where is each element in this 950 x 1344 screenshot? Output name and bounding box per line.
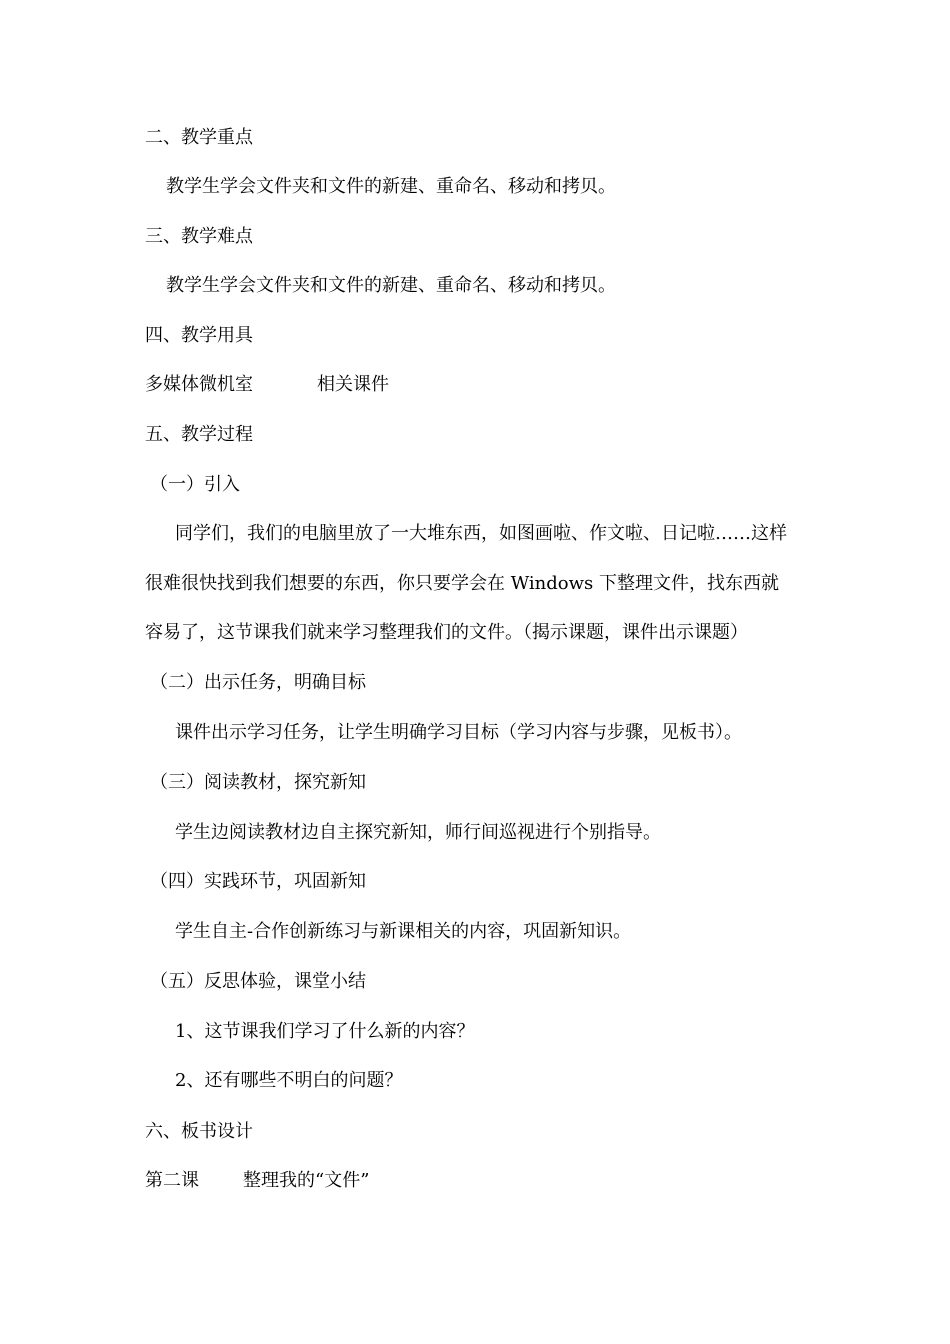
key-points-text: 教学生学会文件夹和文件的新建、重命名、移动和拷贝。 bbox=[166, 176, 616, 197]
board-lesson: 第二课 bbox=[145, 1170, 199, 1191]
step2-heading: （二）出示任务，明确目标 bbox=[150, 672, 366, 693]
difficulties-heading: 三、教学难点 bbox=[145, 226, 253, 247]
board-line bbox=[145, 1169, 369, 1193]
tools-item-2: 相关课件 bbox=[317, 374, 389, 395]
step1-heading: （一）引入 bbox=[150, 474, 240, 495]
tools-item-1: 多媒体微机室 bbox=[145, 374, 253, 395]
step4-heading: （四）实践环节，巩固新知 bbox=[150, 871, 366, 892]
step5-question-1: 1、这节课我们学习了什么新的内容？ bbox=[175, 1021, 475, 1042]
step5-question-2: 2、还有哪些不明白的问题？ bbox=[175, 1070, 403, 1091]
process-heading: 五、教学过程 bbox=[145, 424, 253, 445]
step1-text-line2: 很难很快找到我们想要的东西，你只要学会在 Windows 下整理文件，找东西就 bbox=[145, 573, 779, 594]
step1-text-line3: 容易了，这节课我们就来学习整理我们的文件。（揭示课题，课件出示课题） bbox=[145, 622, 748, 643]
tools-line bbox=[145, 373, 389, 397]
difficulties-text: 教学生学会文件夹和文件的新建、重命名、移动和拷贝。 bbox=[166, 275, 616, 296]
tools-heading: 四、教学用具 bbox=[145, 325, 253, 346]
board-title: 整理我的“文件” bbox=[243, 1170, 370, 1191]
step3-heading: （三）阅读教材，探究新知 bbox=[150, 772, 366, 793]
step5-heading: （五）反思体验，课堂小结 bbox=[150, 971, 366, 992]
board-heading: 六、板书设计 bbox=[145, 1121, 253, 1142]
step1-text-line1: 同学们，我们的电脑里放了一大堆东西，如图画啦、作文啦、日记啦……这样 bbox=[175, 523, 787, 544]
step4-text: 学生自主-合作创新练习与新课相关的内容，巩固新知识。 bbox=[175, 921, 632, 942]
key-points-heading: 二、教学重点 bbox=[145, 127, 253, 148]
step3-text: 学生边阅读教材边自主探究新知，师行间巡视进行个别指导。 bbox=[175, 822, 661, 843]
step2-text: 课件出示学习任务，让学生明确学习目标（学习内容与步骤，见板书）。 bbox=[175, 722, 742, 743]
